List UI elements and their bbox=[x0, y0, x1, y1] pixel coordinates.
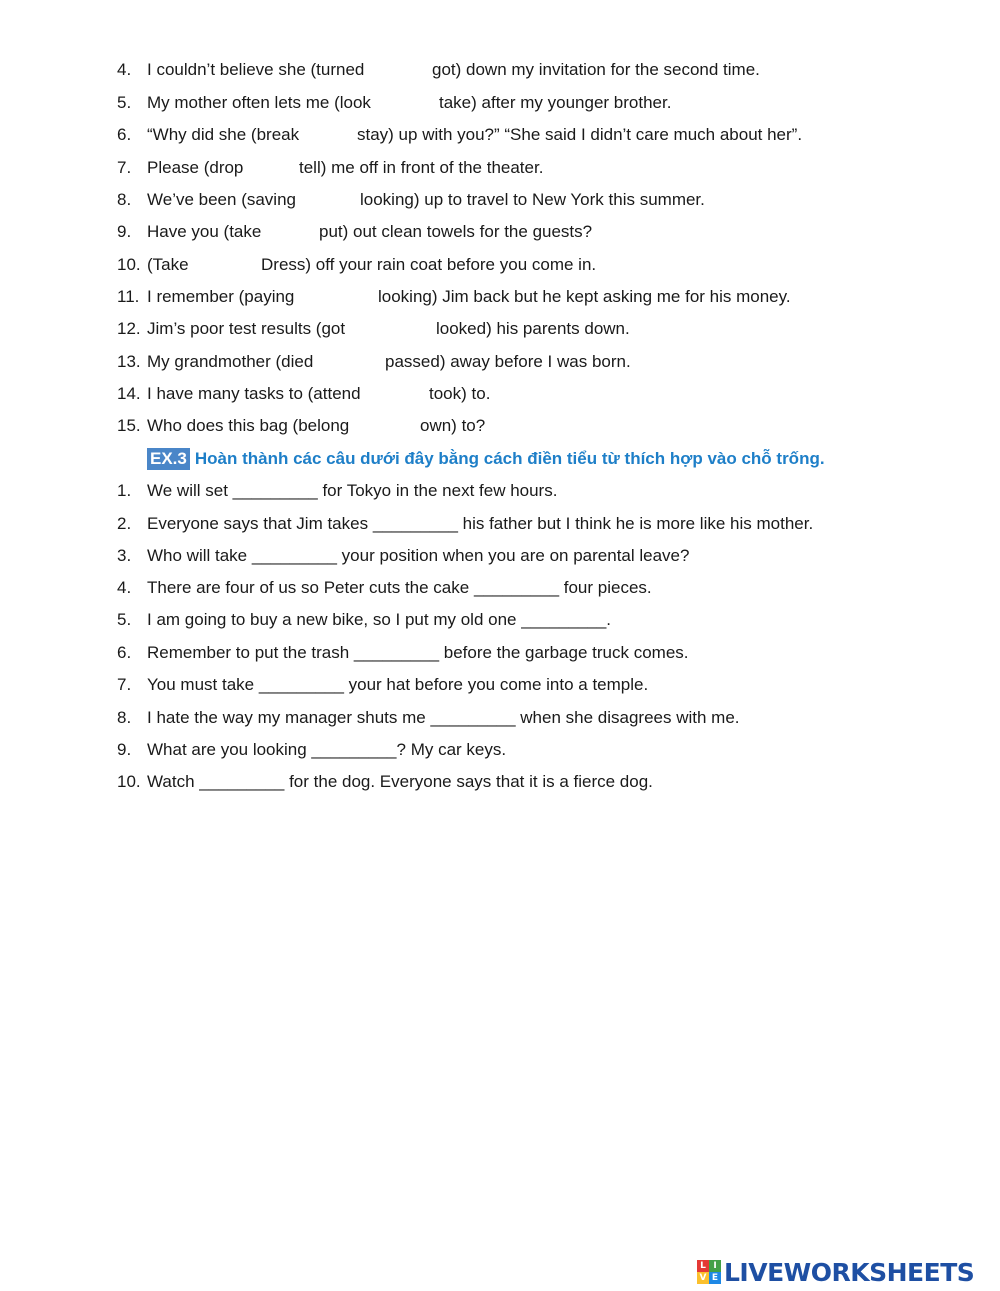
item-number: 5. bbox=[117, 93, 132, 112]
exercise-line bbox=[117, 57, 760, 83]
exercise-badge: EX.3 bbox=[147, 448, 190, 470]
choice-left: My mother often lets me (look bbox=[147, 93, 371, 112]
item-number: 6. bbox=[117, 643, 132, 662]
sentence-text: I am going to buy a new bike, so I put my old one _________. bbox=[147, 610, 612, 629]
exercise-line bbox=[117, 284, 791, 310]
choice-left: We’ve been (saving bbox=[147, 190, 296, 209]
exercise-line bbox=[117, 90, 672, 116]
choice-left: Please (drop bbox=[147, 158, 244, 177]
choice-left: Jim’s poor test results (got bbox=[147, 319, 346, 338]
liveworksheets-logo[interactable] bbox=[697, 1257, 974, 1287]
item-number: 5. bbox=[117, 610, 132, 629]
logo-letter-i: I bbox=[709, 1260, 721, 1272]
sentence-text: Who will take _________ your position when you are on parental leave? bbox=[147, 546, 690, 565]
exercise-line bbox=[117, 640, 689, 666]
sentence-text: We will set _________ for Tokyo in the next few hours. bbox=[147, 481, 558, 500]
choice-right: stay) up with you?” “She said I didn’t care much about her”. bbox=[357, 125, 803, 144]
choice-left: My grandmother (died bbox=[147, 352, 314, 371]
choice-right: take) after my younger brother. bbox=[439, 93, 672, 112]
choice-left: I have many tasks to (attend bbox=[147, 384, 361, 403]
exercise-line bbox=[117, 349, 631, 375]
item-number: 7. bbox=[117, 675, 132, 694]
item-number: 10. bbox=[117, 255, 141, 274]
exercise-line bbox=[117, 705, 740, 731]
sentence-text: I hate the way my manager shuts me _________ when she disagrees with me. bbox=[147, 708, 740, 727]
item-number: 10. bbox=[117, 772, 141, 791]
item-number: 8. bbox=[117, 708, 132, 727]
choice-right: looking) up to travel to New York this summer. bbox=[360, 190, 705, 209]
exercise-3-heading bbox=[147, 446, 825, 472]
liveworksheets-logo-icon bbox=[697, 1260, 721, 1284]
choice-right: looking) Jim back but he kept asking me for his money. bbox=[378, 287, 791, 306]
exercise-line bbox=[117, 316, 630, 342]
item-number: 11. bbox=[117, 287, 140, 306]
choice-right: looked) his parents down. bbox=[436, 319, 630, 338]
logo-wordmark: LIVEWORKSHEETS bbox=[724, 1257, 975, 1287]
choice-right: tell) me off in front of the theater. bbox=[299, 158, 544, 177]
choice-left: Who does this bag (belong bbox=[147, 416, 350, 435]
logo-letter-e: E bbox=[709, 1272, 721, 1284]
sentence-text: You must take _________ your hat before you come into a temple. bbox=[147, 675, 649, 694]
sentence-text: Watch _________ for the dog. Everyone says that it is a fierce dog. bbox=[147, 772, 653, 791]
choice-left: I remember (paying bbox=[147, 287, 295, 306]
exercise-line bbox=[117, 575, 652, 601]
exercise-line bbox=[117, 219, 593, 245]
exercise-line bbox=[117, 607, 612, 633]
item-number: 1. bbox=[117, 481, 132, 500]
exercise-line bbox=[117, 122, 803, 148]
exercise-line bbox=[117, 769, 653, 795]
item-number: 4. bbox=[117, 60, 132, 79]
choice-left: “Why did she (break bbox=[147, 125, 300, 144]
choice-right: took) to. bbox=[429, 384, 491, 403]
item-number: 2. bbox=[117, 514, 132, 533]
choice-right: put) out clean towels for the guests? bbox=[319, 222, 593, 241]
item-number: 14. bbox=[117, 384, 141, 403]
exercise-line bbox=[117, 413, 486, 439]
exercise-instructions: Hoàn thành các câu dưới đây bằng cách điền tiểu từ thích hợp vào chỗ trống. bbox=[194, 449, 825, 468]
exercise-line bbox=[117, 511, 814, 537]
exercise-line bbox=[117, 478, 558, 504]
item-number: 9. bbox=[117, 740, 132, 759]
sentence-text: Remember to put the trash _________ before the garbage truck comes. bbox=[147, 643, 689, 662]
item-number: 13. bbox=[117, 352, 141, 371]
exercise-line bbox=[117, 252, 597, 278]
item-number: 15. bbox=[117, 416, 141, 435]
item-number: 6. bbox=[117, 125, 132, 144]
exercise-line bbox=[117, 381, 491, 407]
choice-right: own) to? bbox=[420, 416, 486, 435]
exercise-line bbox=[117, 737, 507, 763]
choice-right: got) down my invitation for the second time. bbox=[432, 60, 760, 79]
item-number: 9. bbox=[117, 222, 132, 241]
logo-letter-v: V bbox=[697, 1272, 709, 1284]
choice-right: Dress) off your rain coat before you come in. bbox=[261, 255, 597, 274]
sentence-text: Everyone says that Jim takes _________ his father but I think he is more like his mother. bbox=[147, 514, 814, 533]
sentence-text: What are you looking _________? My car keys. bbox=[147, 740, 507, 759]
sentence-text: There are four of us so Peter cuts the cake _________ four pieces. bbox=[147, 578, 652, 597]
item-number: 8. bbox=[117, 190, 132, 209]
choice-left: Have you (take bbox=[147, 222, 262, 241]
exercise-line bbox=[117, 672, 649, 698]
item-number: 3. bbox=[117, 546, 132, 565]
choice-left: (Take bbox=[147, 255, 189, 274]
item-number: 12. bbox=[117, 319, 141, 338]
exercise-line bbox=[117, 187, 705, 213]
choice-right: passed) away before I was born. bbox=[385, 352, 631, 371]
choice-left: I couldn’t believe she (turned bbox=[147, 60, 365, 79]
exercise-line bbox=[117, 543, 690, 569]
item-number: 4. bbox=[117, 578, 132, 597]
exercise-line bbox=[117, 155, 544, 181]
item-number: 7. bbox=[117, 158, 132, 177]
logo-letter-l: L bbox=[697, 1260, 709, 1272]
